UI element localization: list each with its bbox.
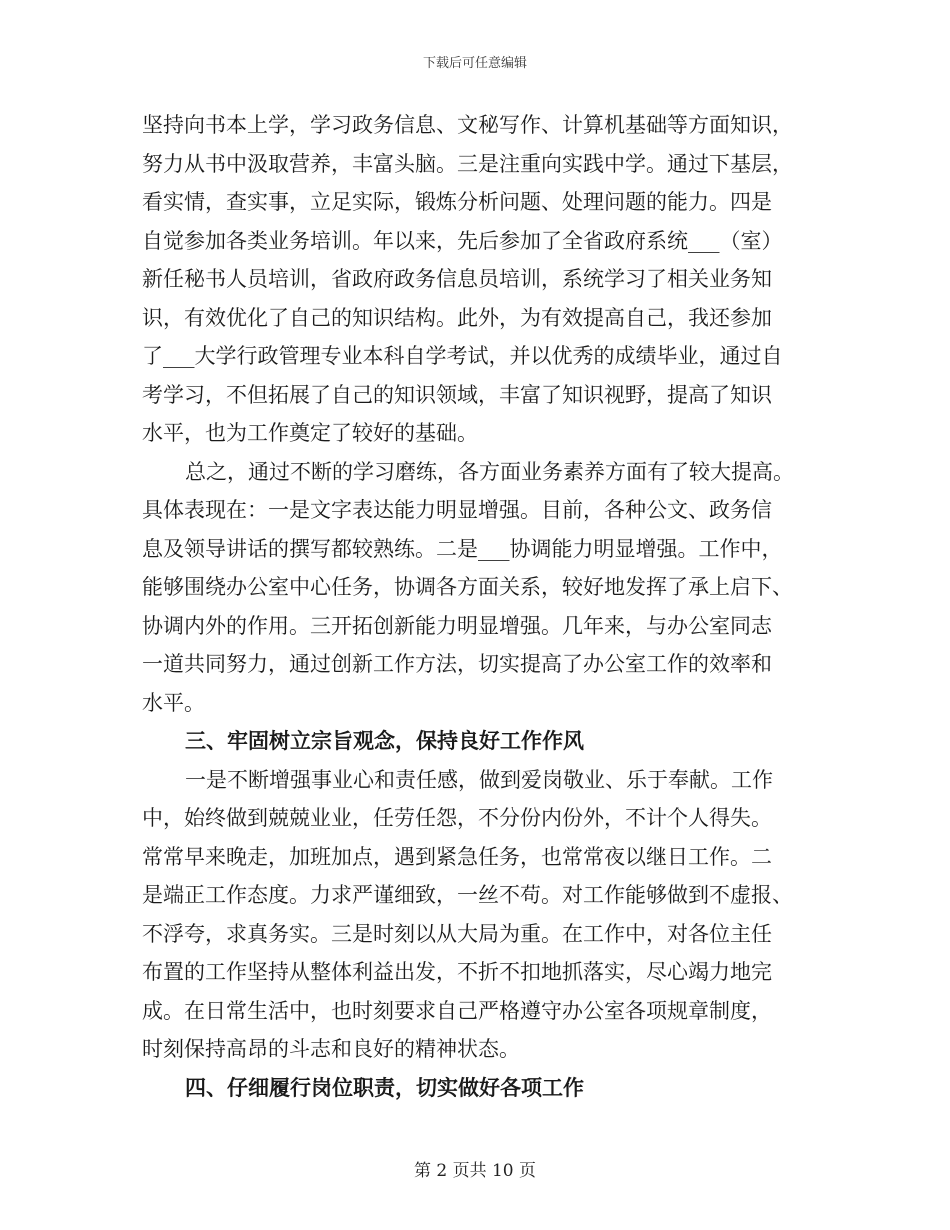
body-line: 不浮夸，求真务实。三是时刻以从大局为重。在工作中，对各位主任 — [142, 921, 772, 946]
body-line: 中，始终做到兢兢业业，任劳任怨，不分份内份外，不计个人得失。 — [142, 806, 772, 830]
document-body — [142, 106, 808, 1107]
body-line: 能够围绕办公室中心任务，协调各方面关系，较好地发挥了承上启下、 — [142, 575, 793, 599]
body-line: 时刻保持高昂的斗志和良好的精神状态。 — [142, 1037, 520, 1061]
body-line: 努力从书中汲取营养，丰富头脑。三是注重向实践中学。通过下基层， — [142, 151, 793, 176]
body-line: 常常早来晚走，加班加点，遇到紧急任务，也常常夜以继日工作。二 — [142, 844, 772, 869]
body-line: 具体表现在：一是文字表达能力明显增强。目前，各种公文、政务信 — [142, 498, 772, 522]
section-heading: 四、仔细履行岗位职责，切实做好各项工作 — [185, 1074, 584, 1100]
body-line: 成。在日常生活中，也时刻要求自己严格遵守办公室各项规章制度， — [142, 998, 772, 1023]
body-line: 是端正工作态度。力求严谨细致，一丝不苟。对工作能够做到不虚报、 — [142, 883, 793, 907]
body-line: 水平。 — [142, 690, 205, 715]
body-line: 一道共同努力，通过创新工作方法，切实提高了办公室工作的效率和 — [142, 652, 772, 676]
section-heading: 三、牢固树立宗旨观念，保持良好工作作风 — [185, 728, 584, 753]
paragraph-start-line: 总之，通过不断的学习磨练，各方面业务素养方面有了较大提高。 — [185, 459, 794, 484]
page-header: 下载后可任意编辑 — [422, 56, 527, 71]
body-line: 识，有效优化了自己的知识结构。此外，为有效提高自己，我还参加 — [142, 305, 772, 330]
body-line: 息及领导讲话的撰写都较熟练。二是___协调能力明显增强。工作中， — [142, 536, 783, 561]
body-line: 坚持向书本上学，学习政务信息、文秘写作、计算机基础等方面知识， — [142, 113, 793, 137]
page-footer: 第 2 页共 10 页 — [413, 1161, 537, 1181]
body-line: 协调内外的作用。三开拓创新能力明显增强。几年来，与办公室同志 — [142, 613, 772, 638]
body-line: 看实情，查实事，立足实际，锻炼分析问题、处理问题的能力。四是 — [142, 190, 772, 214]
body-line: 了___大学行政管理专业本科自学考试，并以优秀的成绩毕业，通过自 — [142, 344, 783, 368]
body-line: 水平，也为工作奠定了较好的基础。 — [142, 421, 478, 445]
body-line: 考学习，不但拓展了自己的知识领域，丰富了知识视野，提高了知识 — [142, 382, 772, 407]
body-line: 自觉参加各类业务培训。年以来，先后参加了全省政府系统___（室） — [142, 228, 783, 253]
paragraph-start-line: 一是不断增强事业心和责任感，做到爱岗敬业、乐于奉献。工作 — [185, 767, 773, 792]
body-line: 布置的工作坚持从整体利益出发，不折不扣地抓落实，尽心竭力地完 — [142, 960, 772, 984]
body-line: 新任秘书人员培训，省政府政务信息员培训，系统学习了相关业务知 — [142, 267, 772, 291]
